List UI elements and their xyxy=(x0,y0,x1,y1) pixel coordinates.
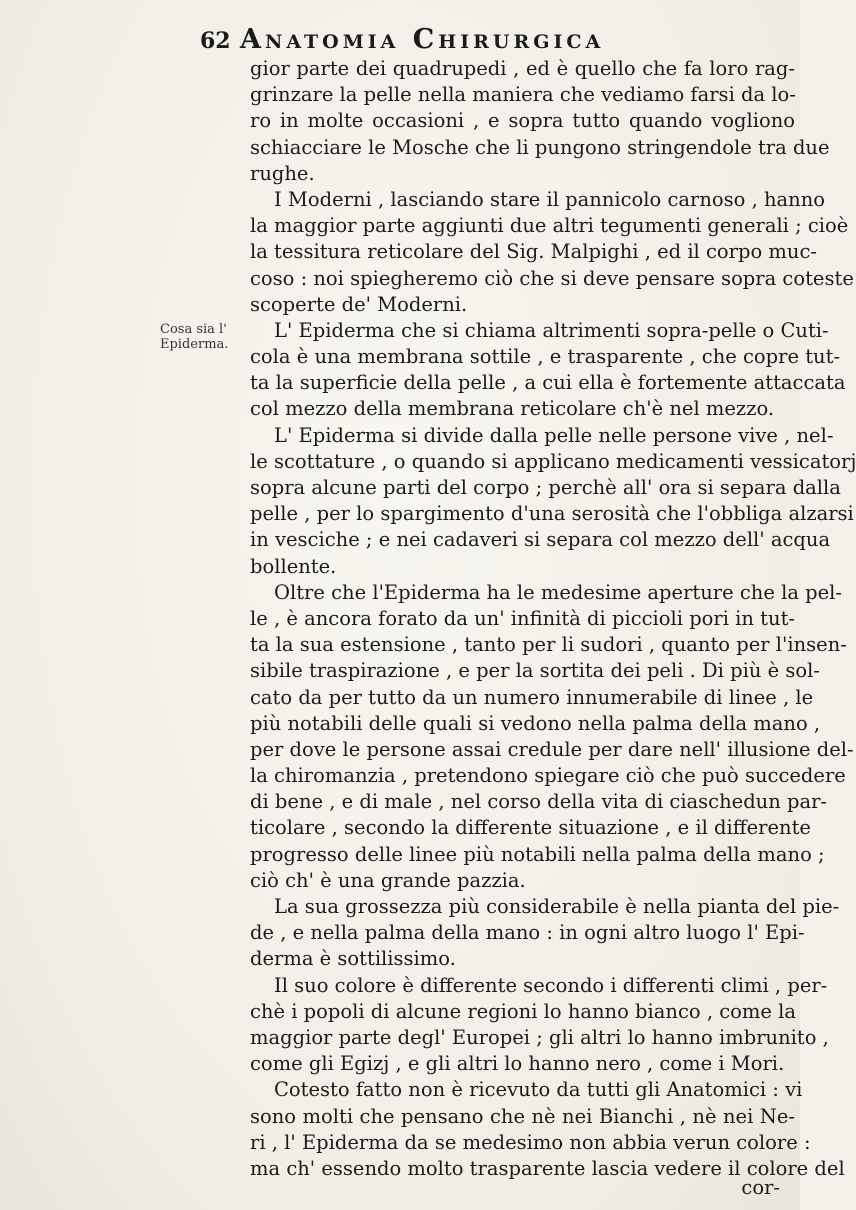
text-line: chè i popoli di alcune regioni lo hanno bianco , come la xyxy=(250,999,796,1023)
text-line: Oltre che l'Epiderma ha le medesime aperture che la pel- xyxy=(274,580,842,604)
text-line: rughe. xyxy=(250,161,315,185)
text-line: sibile traspirazione , e per la sortita dei peli . Di più è sol- xyxy=(250,659,820,683)
text-line: bollente. xyxy=(250,554,337,578)
running-title: Anatomia Chirurgica xyxy=(240,24,605,55)
text-line: gior parte dei quadrupedi , ed è quello che fa loro rag- xyxy=(250,57,795,80)
text-line: coso : noi spiegheremo ciò che si deve pensare sopra coteste xyxy=(250,266,854,290)
text-line: I Moderni , lasciando stare il pannicolo carnoso , hanno xyxy=(274,187,826,211)
text-line: le scottature , o quando si applicano medicamenti vessicatorj xyxy=(250,449,856,473)
text-line: derma è sottilissimo. xyxy=(250,947,456,971)
text-line: ri , l' Epiderma da se medesimo non abbia verun colore : xyxy=(250,1130,811,1154)
text-line: de , e nella palma della mano : in ogni altro luogo l' Epi- xyxy=(250,921,805,945)
text-line: ticolare , secondo la differente situazione , e il differente xyxy=(250,816,811,840)
text-line: le , è ancora forato da un' infinità di piccioli pori in tut- xyxy=(250,606,795,630)
text-line: cato da per tutto da un numero innumerabile di linee , le xyxy=(250,685,814,709)
text-line: La sua grossezza più considerabile è nella pianta del pie- xyxy=(274,895,840,918)
text-line: L' Epiderma si divide dalla pelle nelle persone vive , nel- xyxy=(274,423,834,447)
margin-note-line-2: Epiderma. xyxy=(160,337,229,352)
text-line: Cotesto fatto non è ricevuto da tutti gli Anatomici : vi xyxy=(274,1078,803,1102)
page-header xyxy=(0,14,800,54)
text-line: di bene , e di male , nel corso della vita di ciaschedun par- xyxy=(250,790,828,814)
margin-note xyxy=(160,322,250,352)
text-line: Il suo colore è differente secondo i differenti climi , per- xyxy=(274,973,828,997)
text-line: L' Epiderma che si chiama altrimenti sopra-pelle o Cuti- xyxy=(274,318,829,342)
text-line: la tessitura reticolare del Sig. Malpighi , ed il corpo muc- xyxy=(250,240,817,264)
text-line: cola è una membrana sottile , e trasparente , che copre tut- xyxy=(250,345,841,369)
text-line: ciò ch' è una grande pazzia. xyxy=(250,868,526,892)
page-number: 62 xyxy=(200,28,231,54)
text-line: sopra alcune parti del corpo ; perchè all' ora si separa dalla xyxy=(250,476,841,499)
text-line: sono molti che pensano che nè nei Bianchi , nè nei Ne- xyxy=(250,1104,795,1128)
text-line: scoperte de' Moderni. xyxy=(250,292,468,316)
text-line: ta la superficie della pelle , a cui ella è fortemente attaccata xyxy=(250,371,846,395)
text-line: ta la sua estensione , tanto per li sudori , quanto per l'insen- xyxy=(250,633,847,657)
text-line: pelle , per lo spargimento d'una serosità che l'obbliga alzarsi xyxy=(250,502,854,526)
text-line: ma ch' essendo molto trasparente lascia vedere il colore del xyxy=(250,1156,845,1180)
catchword: cor- xyxy=(741,1176,780,1199)
text-line: la chiromanzia , pretendono spiegare ciò che può succedere xyxy=(250,764,846,788)
text-line: maggior parte degl' Europei ; gli altri lo hanno imbrunito , xyxy=(250,1025,829,1049)
body-text xyxy=(250,56,856,1182)
text-line: ro in molte occasioni , e sopra tutto quando vogliono xyxy=(250,109,795,133)
text-line: grinzare la pelle nella maniera che vediamo farsi da lo- xyxy=(250,83,796,107)
text-line: in vesciche ; e nei cadaveri si separa col mezzo dell' acqua xyxy=(250,528,831,552)
text-line: come gli Egizj , e gli altri lo hanno nero , come i Mori. xyxy=(250,1052,785,1076)
text-line: più notabili delle quali si vedono nella palma della mano , xyxy=(250,711,821,735)
text-line: col mezzo della membrana reticolare ch'è nel mezzo. xyxy=(250,397,775,421)
text-line: schiacciare le Mosche che li pungono stringendole tra due xyxy=(250,135,830,159)
text-line: per dove le persone assai credule per dare nell' illusione del- xyxy=(250,737,854,761)
text-line: progresso delle linee più notabili nella palma della mano ; xyxy=(250,842,825,866)
text-line: la maggior parte aggiunti due altri tegumenti generali ; cioè xyxy=(250,214,849,238)
margin-note-line-1: Cosa sia l' xyxy=(160,322,227,337)
